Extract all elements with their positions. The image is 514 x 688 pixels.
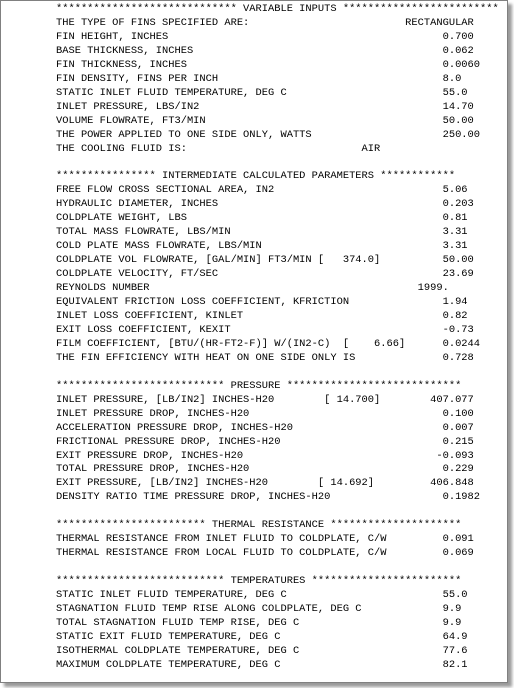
blank-line [56, 561, 499, 575]
report-line: DENSITY RATIO TIME PRESSURE DROP, INCHES-H20 0.1982 [56, 491, 481, 504]
report-line: THE TYPE OF FINS SPECIFIED ARE: RECTANGULAR [56, 16, 474, 29]
report-line: ISOTHERMAL COLDPLATE TEMPERATURE, DEG C 77.6 [56, 644, 468, 657]
report-line: INLET PRESSURE DROP, INCHES-H20 0.100 [56, 407, 474, 420]
report-line: ACCELERATION PRESSURE DROP, INCHES-H20 0.007 [56, 421, 474, 434]
report-line: FIN THICKNESS, INCHES 0.0060 [56, 58, 481, 71]
section-header: ************************ THERMAL RESISTANCE ********************* [56, 519, 462, 532]
section-header: *************************** PRESSURE **************************** [56, 379, 462, 392]
report-line: THE FIN EFFICIENCY WITH HEAT ON ONE SIDE ONLY IS 0.728 [56, 351, 474, 364]
report-line: COLDPLATE VELOCITY, FT/SEC 23.69 [56, 268, 474, 281]
report-line: BASE THICKNESS, INCHES 0.062 [56, 44, 474, 57]
blank-line [56, 505, 499, 519]
report-line: THE POWER APPLIED TO ONE SIDE ONLY, WATTS 250.00 [56, 128, 481, 141]
report-line: INLET PRESSURE, [LB/IN2] INCHES-H20 [ 14.700] 407.077 [56, 393, 474, 406]
report-line: TOTAL MASS FLOWRATE, LBS/MIN 3.31 [56, 226, 468, 239]
report-line: THERMAL RESISTANCE FROM LOCAL FLUID TO COLDPLATE, C/W 0.069 [56, 547, 474, 560]
report-line: INLET LOSS COEFFICIENT, KINLET 0.82 [56, 309, 468, 322]
report-line: FRICTIONAL PRESSURE DROP, INCHES-H20 0.215 [56, 435, 474, 448]
blank-line [56, 156, 499, 170]
report-line: EXIT LOSS COEFFICIENT, KEXIT -0.73 [56, 323, 474, 336]
blank-line [56, 366, 499, 380]
report-line: THE COOLING FLUID IS: AIR [56, 142, 381, 155]
report-line: HYDRAULIC DIAMETER, INCHES 0.203 [56, 198, 474, 211]
report-line: FREE FLOW CROSS SECTIONAL AREA, IN2 5.06 [56, 184, 468, 197]
report-line: STATIC EXIT FLUID TEMPERATURE, DEG C 64.9 [56, 630, 468, 643]
report-line: COLDPLATE VOL FLOWRATE, [GAL/MIN] FT3/MIN [ 374.0] 50.00 [56, 254, 474, 267]
section-header: *************************** TEMPERATURES ************************ [56, 575, 462, 588]
report-line: REYNOLDS NUMBER 1999. [56, 282, 449, 295]
report-line: COLD PLATE MASS FLOWRATE, LBS/MIN 3.31 [56, 240, 468, 253]
report-line: STAGNATION FLUID TEMP RISE ALONG COLDPLATE, DEG C 9.9 [56, 602, 462, 615]
report-line: EXIT PRESSURE DROP, INCHES-H20 -0.093 [56, 449, 474, 462]
report-line: MAXIMUM COLDPLATE TEMPERATURE, DEG C 82.1 [56, 658, 468, 671]
report-line: COLDPLATE WEIGHT, LBS 0.81 [56, 212, 468, 225]
report-line: THERMAL RESISTANCE FROM INLET FLUID TO COLDPLATE, C/W 0.091 [56, 533, 474, 546]
report-line: STATIC INLET FLUID TEMPERATURE, DEG C 55.0 [56, 589, 468, 602]
report-line: VOLUME FLOWRATE, FT3/MIN 50.00 [56, 114, 474, 127]
report-line: TOTAL STAGNATION FLUID TEMP RISE, DEG C 9.9 [56, 616, 462, 629]
section-header: **************** INTERMEDIATE CALCULATED PARAMETERS ************ [56, 170, 456, 183]
report-line: FIN HEIGHT, INCHES 0.700 [56, 30, 474, 43]
report-line: INLET PRESSURE, LBS/IN2 14.70 [56, 100, 474, 113]
report-text [56, 3, 499, 673]
section-header: ***************************** VARIABLE INPUTS ************************* [56, 3, 499, 15]
report-line: EQUIVALENT FRICTION LOSS COEFFICIENT, KFRICTION 1.94 [56, 296, 468, 309]
report-line: FIN DENSITY, FINS PER INCH 8.0 [56, 72, 462, 85]
report-line: FILM COEFFICIENT, [BTU/(HR-FT2-F)] W/(IN2-C) [ 6.66] 0.0244 [56, 337, 481, 350]
report-line: TOTAL PRESSURE DROP, INCHES-H20 0.229 [56, 463, 474, 476]
report-line: EXIT PRESSURE, [LB/IN2] INCHES-H20 [ 14.692] 406.848 [56, 477, 474, 490]
report-line: STATIC INLET FLUID TEMPERATURE, DEG C 55.0 [56, 86, 468, 99]
